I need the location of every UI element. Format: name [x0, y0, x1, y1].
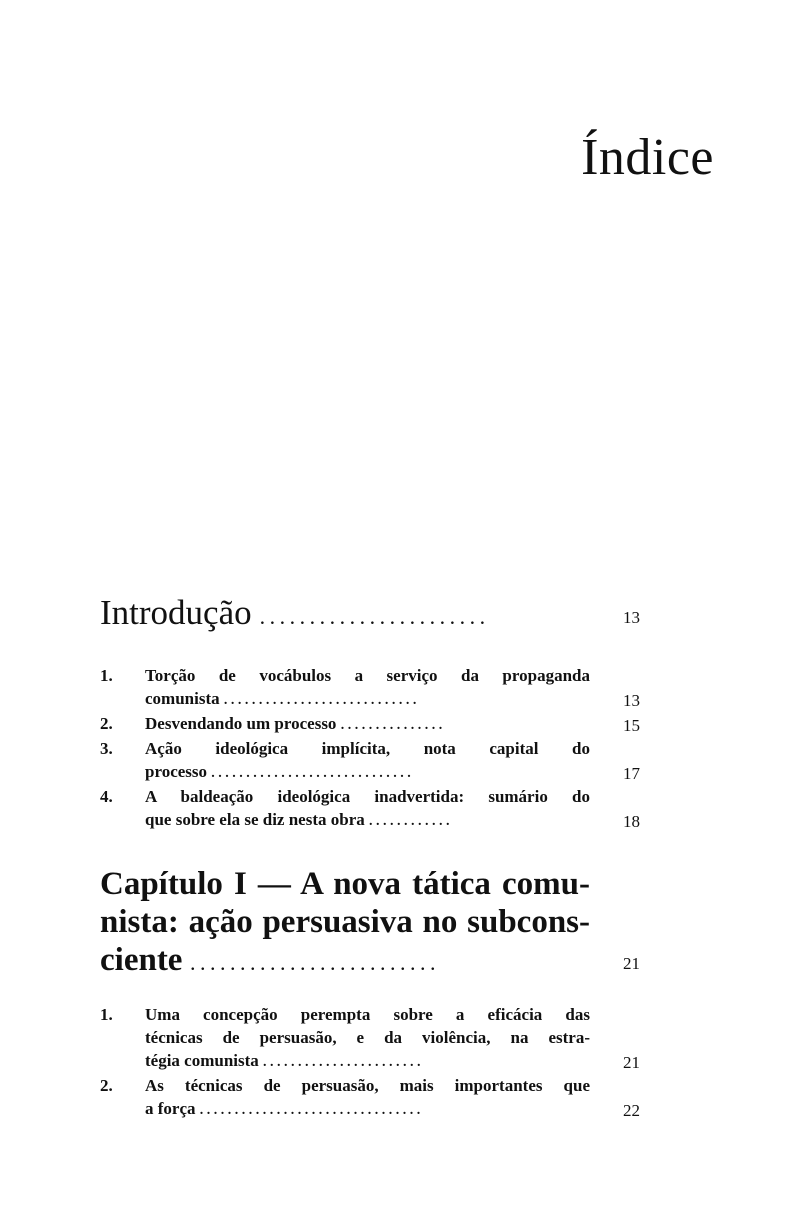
- leader-dots: . . . . . . . . . . . . . . . . . . . . . . .: [260, 611, 486, 628]
- page-number: 17: [623, 764, 640, 783]
- chapter-heading: ciente: [100, 942, 183, 978]
- toc-entry: [100, 664, 640, 712]
- entry-text: que sobre ela se diz nesta obra: [145, 810, 365, 829]
- page-title: Índice: [581, 129, 714, 186]
- page-number: 15: [623, 716, 640, 735]
- entry-text: As técnicas de persuasão, mais importantes que: [145, 1076, 590, 1095]
- entry-text: tégia comunista: [145, 1051, 259, 1070]
- intro-entries: [100, 664, 640, 833]
- page-number: 21: [623, 1053, 640, 1072]
- chapter-heading: nista: ação persuasiva no subcons-: [100, 904, 590, 940]
- entry-text: Desvendando um processo: [145, 714, 337, 733]
- entry-text: Ação ideológica implícita, nota capital do: [145, 739, 590, 758]
- leader-dots: . . . . . . . . . . . . . . .: [340, 718, 443, 733]
- chapter-entries: [100, 1003, 640, 1122]
- entry-text: Uma concepção perempta sobre a eficácia das: [145, 1005, 590, 1024]
- leader-dots: . . . . . . . . . . . . . . . . . . . . . . . . . . . .: [223, 693, 417, 708]
- entry-number: 4.: [100, 787, 113, 806]
- entry-number: 3.: [100, 739, 113, 758]
- leader-dots: . . . . . . . . . . . .: [369, 814, 450, 829]
- entry-number: 1.: [100, 1005, 113, 1024]
- intro-heading: Introdução: [100, 593, 252, 632]
- entry-number: 1.: [100, 666, 113, 685]
- toc-entry: [100, 785, 640, 833]
- page-number: 18: [623, 812, 640, 831]
- leader-dots: . . . . . . . . . . . . . . . . . . . . . . . . . . . . .: [211, 766, 411, 781]
- entry-number: 2.: [100, 1076, 113, 1095]
- page-number: 22: [623, 1101, 640, 1120]
- entry-text: processo: [145, 762, 208, 781]
- leader-dots: . . . . . . . . . . . . . . . . . . . . . . . . .: [190, 957, 436, 974]
- page-number: 21: [623, 954, 640, 973]
- leader-dots: . . . . . . . . . . . . . . . . . . . . . . . . . . . . . . . .: [199, 1103, 421, 1118]
- entry-text: A baldeação ideológica inadvertida: sumário do: [145, 787, 590, 806]
- entry-text: Torção de vocábulos a serviço da propaganda: [145, 666, 590, 685]
- toc-entry: [100, 737, 640, 785]
- entry-text: comunista: [145, 689, 220, 708]
- toc-entry: [100, 1074, 640, 1122]
- chapter-heading: Capítulo I — A nova tática comu-: [100, 866, 590, 902]
- intro-heading-row: [100, 594, 640, 639]
- entry-text: a força: [145, 1099, 196, 1118]
- entry-number: 2.: [100, 714, 113, 733]
- chapter-heading-block: [100, 865, 640, 985]
- toc-entry: [100, 712, 640, 737]
- page-number: 13: [623, 691, 640, 710]
- leader-dots: . . . . . . . . . . . . . . . . . . . . . . .: [263, 1055, 421, 1070]
- toc-entry: [100, 1003, 640, 1074]
- entry-text: técnicas de persuasão, e da violência, na estra-: [145, 1028, 590, 1047]
- page-number: 13: [623, 608, 640, 627]
